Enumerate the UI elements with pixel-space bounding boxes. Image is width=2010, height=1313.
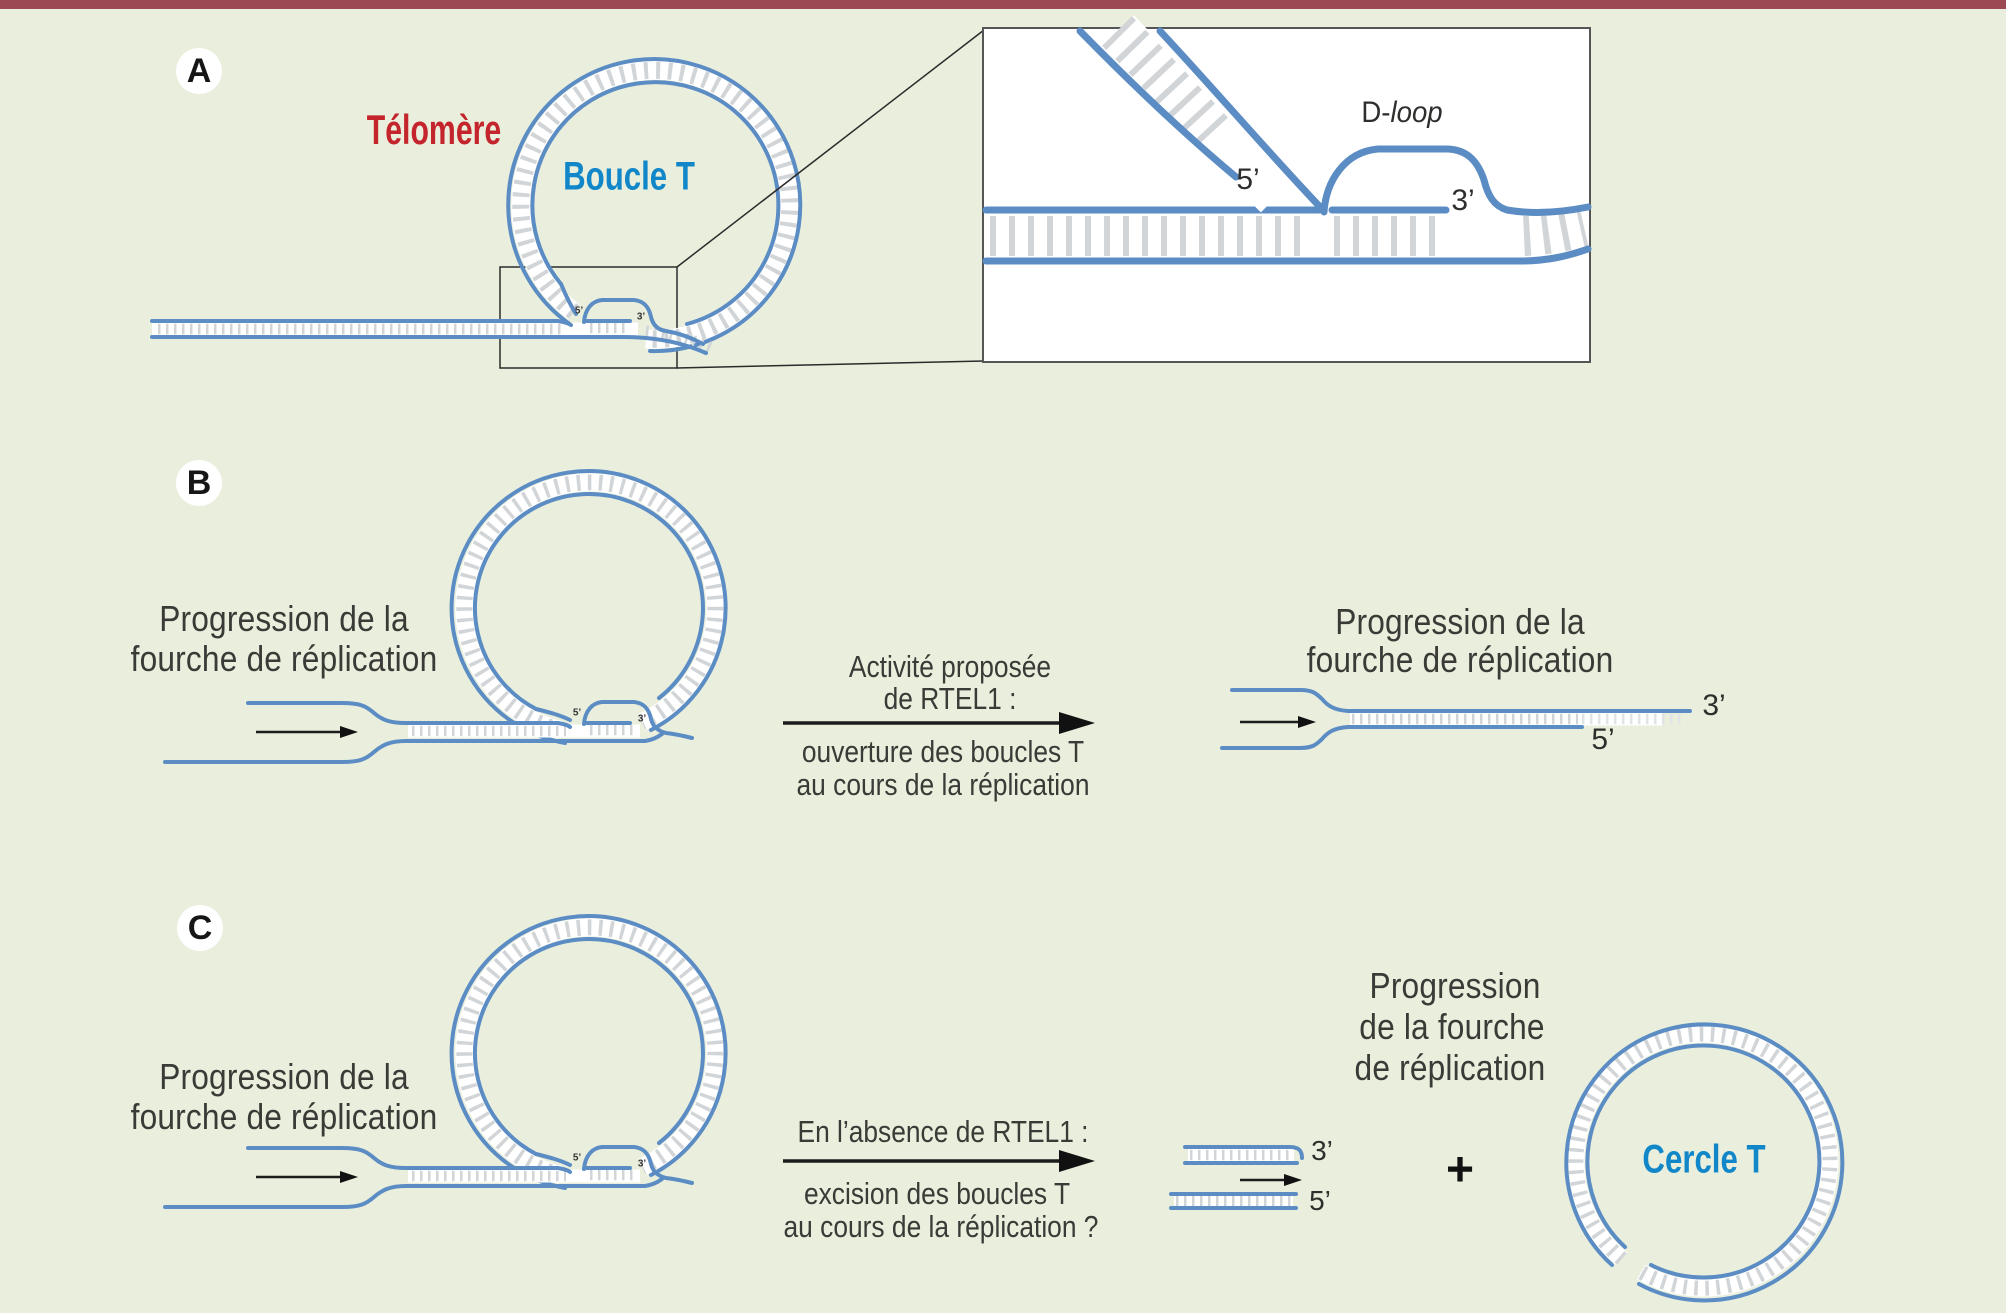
panel-b-arrow-caption-bottom-line2: au cours de la réplication [796, 767, 1090, 802]
panel-b-left-caption-line1: Progression de la [159, 598, 409, 639]
panel-c-junction-five-prime: 5’ [572, 1152, 582, 1164]
panel-c-right-caption-line1: Progression [1369, 965, 1541, 1006]
panel-c-fragment-three-prime: 3’ [1311, 1135, 1333, 1166]
telomere-label: Télomère [366, 106, 502, 153]
panel-b-junction-five-prime: 5’ [572, 707, 582, 719]
panel-c-fragment-arrow [1240, 1174, 1302, 1186]
panel-c-reaction-arrow [783, 1150, 1095, 1172]
panel-b-fork-arrow [256, 726, 358, 738]
panel-a-junction-three-prime: 3’ [636, 311, 646, 323]
panel-b-right-caption-line1: Progression de la [1335, 601, 1585, 642]
panel-c-junction-three-prime: 3’ [637, 1158, 647, 1170]
panel-c-badge: C [177, 905, 223, 951]
panel-b-left-caption-line2: fourche de réplication [130, 638, 438, 679]
panel-b-right-fork-arrow [1240, 716, 1316, 728]
panel-a-badge: A [176, 48, 222, 94]
d-loop-label [1361, 96, 1442, 130]
inset-five-prime: 5’ [1236, 163, 1260, 196]
panel-b-arrow-caption-top-line2: de RTEL1 : [883, 681, 1017, 716]
panel-b-arrow-caption-bottom-line1: ouverture des boucles T [801, 734, 1085, 769]
panel-c-fragment-five-prime: 5’ [1309, 1185, 1331, 1216]
panel-c-arrow-caption-top: En l’absence de RTEL1 : [797, 1114, 1089, 1149]
panel-b-five-prime: 5’ [1591, 723, 1615, 756]
panel-c-excised-fragments [1171, 1147, 1302, 1208]
panel-c-arrow-caption-bottom-line2: au cours de la réplication ? [783, 1209, 1099, 1244]
d-loop-prefix: D- [1361, 96, 1391, 129]
d-loop-word: loop [1390, 96, 1443, 129]
panel-b-junction-three-prime: 3’ [637, 713, 647, 725]
panel-b-t-loop-ring [452, 471, 726, 743]
panel-c-t-loop-ring [452, 916, 726, 1188]
panel-b-arrow-caption-top-line1: Activité proposée [848, 649, 1052, 684]
panel-a-junction-five-prime: 5’ [574, 305, 584, 317]
panel-b-replication-fork [165, 702, 692, 762]
panel-c-fork-arrow [256, 1171, 358, 1183]
plus-sign: + [1445, 1143, 1475, 1197]
inset-d-loop-detail [983, 28, 1590, 362]
panel-b-badge: B [176, 460, 222, 506]
panel-c-left-caption-line1: Progression de la [159, 1056, 409, 1097]
panel-a-telomere-strand [152, 284, 714, 353]
panel-b-right-caption-line2: fourche de réplication [1306, 639, 1614, 680]
panel-c-right-caption-line2: de la fourche [1359, 1006, 1545, 1047]
panel-c-right-caption-line3: de réplication [1354, 1047, 1546, 1088]
boucle-t-label: Boucle T [563, 154, 695, 199]
panel-b-open-telomere [1222, 690, 1690, 748]
panel-c-left-caption-line2: fourche de réplication [130, 1096, 438, 1137]
panel-c-arrow-caption-bottom-line1: excision des boucles T [803, 1176, 1071, 1211]
cercle-t-label: Cercle T [1642, 1137, 1766, 1182]
panel-b-three-prime: 3’ [1702, 689, 1726, 722]
panel-c-replication-fork [165, 1147, 692, 1207]
inset-three-prime: 3’ [1451, 184, 1475, 217]
